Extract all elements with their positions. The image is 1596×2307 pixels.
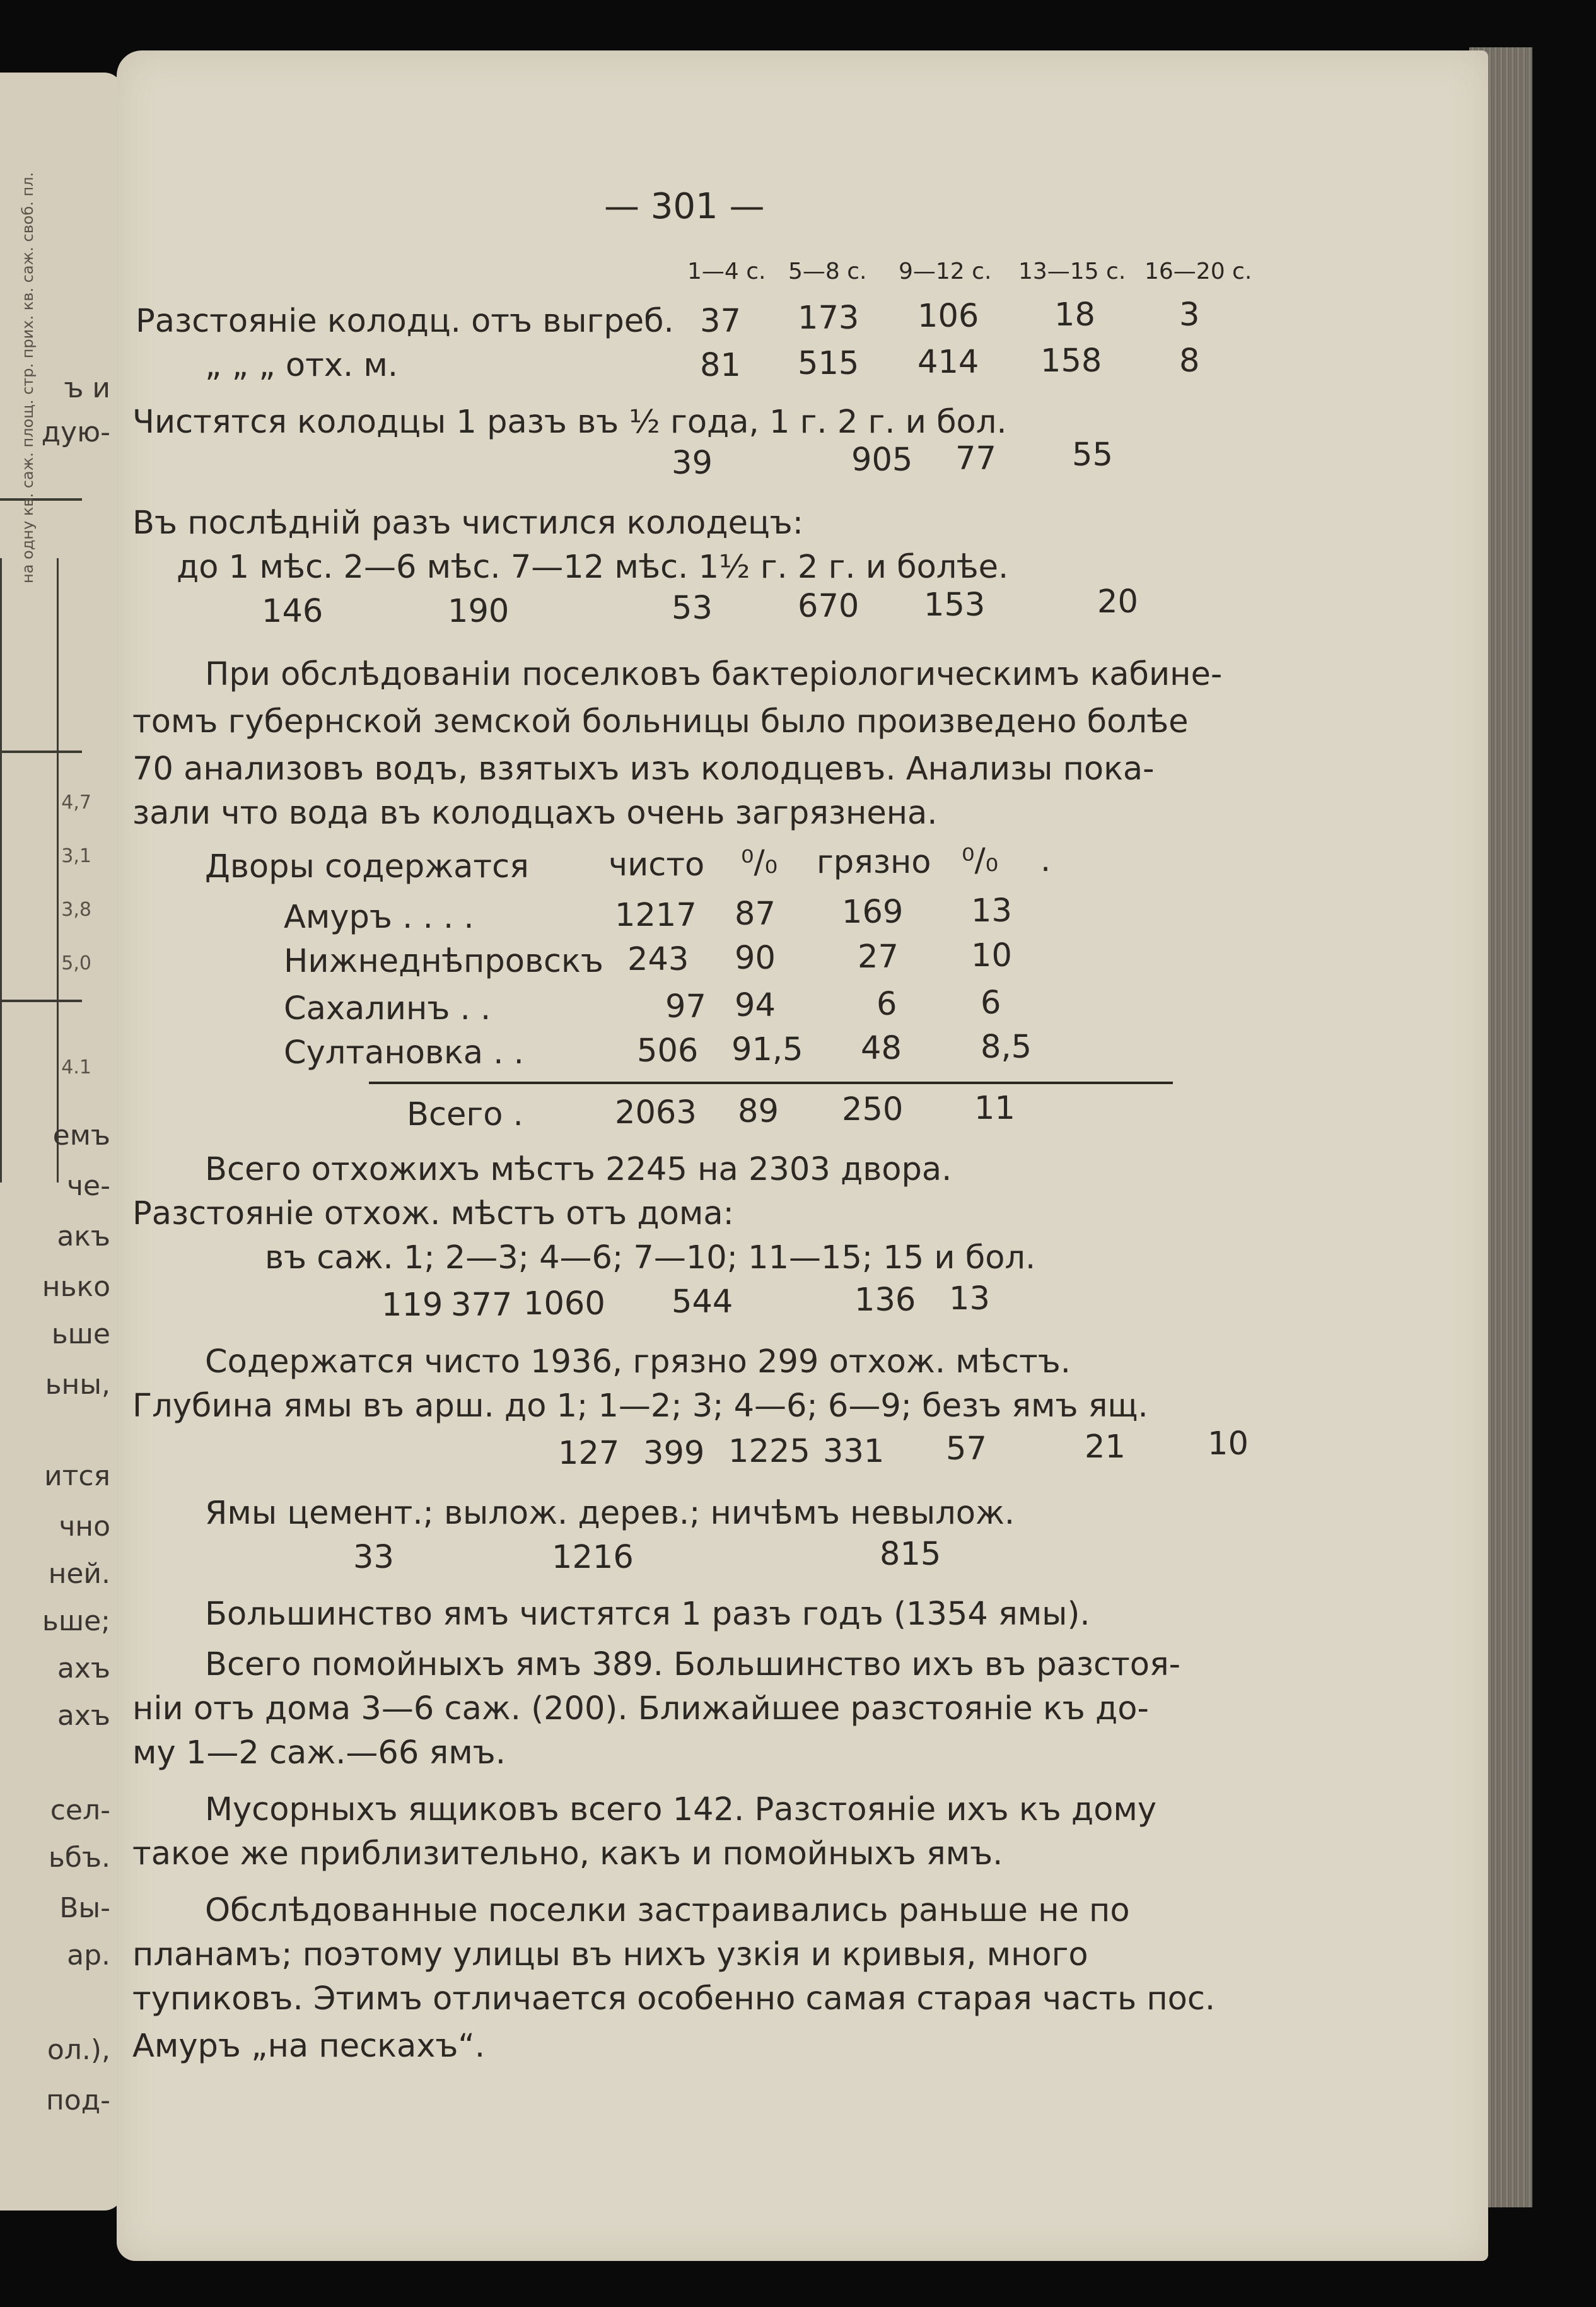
value: 13 [949, 1280, 990, 1317]
left-number: 5,0 [61, 952, 91, 974]
text-line: Всего отхожихъ мѣстъ 2245 на 2303 двора. [205, 1151, 952, 1188]
left-fragment: Вы- [59, 1892, 110, 1924]
row-label: Разстояніе колодц. отъ выгреб. [136, 303, 674, 340]
value: 815 [880, 1536, 941, 1573]
left-fragment: ьше; [42, 1605, 110, 1637]
left-fragment: под- [46, 2084, 110, 2117]
paragraph-line: При обслѣдованіи поселковъ бактеріологическимъ кабине- [205, 656, 1223, 693]
column-header: 5—8 с. [788, 259, 867, 284]
page-number: — 301 — [604, 186, 765, 227]
table-cell: 37 [700, 303, 741, 340]
text-line: до 1 мѣс. 2—6 мѣс. 7—12 мѣс. 1½ г. 2 г. и болѣе. [177, 549, 1009, 586]
paragraph-line: такое же приблизительно, какъ и помойныхъ ямъ. [132, 1835, 1003, 1872]
text-line: Разстояніе отхож. мѣстъ отъ дома: [132, 1195, 734, 1232]
yards-total-name: Всего . [407, 1096, 523, 1133]
value: 331 [823, 1433, 885, 1470]
left-fragment: чно [59, 1510, 110, 1543]
value: 53 [672, 590, 713, 627]
left-fragment: ится [44, 1460, 110, 1492]
column-header: 1—4 с. [687, 259, 766, 284]
yards-total-cell: 11 [974, 1090, 1015, 1127]
value: 119 [382, 1287, 443, 1324]
value: 77 [955, 440, 996, 477]
table-cell: 158 [1040, 342, 1102, 380]
paragraph-line: Всего помойныхъ ямъ 389. Большинство ихъ въ разстоя- [205, 1646, 1181, 1683]
left-table-rule [0, 751, 82, 753]
paragraph-line: 70 анализовъ водъ, взятыхъ изъ колодцевъ. Анализы пока- [132, 751, 1155, 788]
yards-row-name: Султановка . . [284, 1034, 524, 1072]
left-fragment: ъ и [64, 372, 110, 404]
text-line: Глубина ямы въ арш. до 1; 1—2; 3; 4—6; 6—9; безъ ямъ ящ. [132, 1387, 1148, 1425]
left-fragment: ьбъ. [48, 1842, 110, 1874]
left-fragment: ар. [67, 1939, 110, 1971]
text-line: Содержатся чисто 1936, грязно 299 отхож. мѣстъ. [205, 1343, 1071, 1381]
yards-cell: 13 [971, 892, 1012, 930]
paragraph-line: му 1—2 саж.—66 ямъ. [132, 1734, 506, 1772]
left-fragment: сел- [50, 1794, 110, 1826]
left-number: 3,1 [61, 845, 91, 867]
yards-cell: 97 [665, 988, 706, 1025]
table-cell: 173 [798, 300, 859, 337]
value: 1225 [728, 1433, 810, 1470]
yards-cell: 87 [735, 896, 776, 933]
text-line: Ямы цемент.; вылож. дерев.; ничѣмъ невылож. [205, 1495, 1015, 1532]
yards-cell: 8,5 [981, 1029, 1032, 1066]
left-fragment: ахъ [57, 1700, 110, 1732]
yards-row-name: Амуръ . . . . [284, 899, 474, 936]
value: 153 [924, 587, 986, 624]
text-line: Въ послѣдній разъ чистился колодецъ: [132, 505, 803, 542]
yards-header-percent: ⁰/₀ [741, 844, 778, 881]
left-number: 4,7 [61, 791, 91, 814]
value: 905 [851, 441, 913, 479]
table-cell: 414 [917, 344, 979, 381]
column-header: 16—20 с. [1145, 259, 1252, 284]
left-fragment: ней. [48, 1558, 110, 1590]
yards-header-label: Дворы содержатся [205, 848, 529, 885]
value: 20 [1097, 583, 1138, 621]
left-number: 4.1 [61, 1056, 91, 1078]
value: 146 [262, 593, 323, 630]
total-rule [369, 1082, 1173, 1084]
left-fragment: ахъ [57, 1652, 110, 1685]
text-line: Большинство ямъ чистятся 1 разъ годъ (1354 ямы). [205, 1596, 1090, 1633]
paragraph-line: планамъ; поэтому улицы въ нихъ узкія и кривыя, много [132, 1936, 1088, 1973]
yards-total-cell: 2063 [615, 1094, 697, 1131]
yards-cell: 6 [877, 986, 897, 1023]
table-cell: 18 [1054, 296, 1095, 334]
left-number: 3,8 [61, 899, 91, 921]
left-fragment: нько [42, 1271, 110, 1303]
left-table-rule [0, 498, 82, 501]
table-cell: 106 [917, 298, 979, 335]
paragraph-line: томъ губернской земской больницы было произведено болѣе [132, 703, 1189, 740]
yards-cell: 27 [858, 938, 899, 976]
yards-cell: 506 [637, 1032, 699, 1070]
yards-cell: 6 [981, 984, 1001, 1022]
value: 190 [448, 593, 510, 630]
left-fragment: ол.), [47, 2034, 110, 2066]
left-table-header: на одну кв. саж. площ. стр. прих. кв. саж. своб. пл. [19, 172, 37, 583]
table-cell: 8 [1179, 342, 1200, 380]
table-cell: 3 [1179, 296, 1200, 334]
yards-cell: 94 [735, 987, 776, 1024]
value: 21 [1085, 1428, 1126, 1466]
value: 39 [672, 445, 713, 482]
yards-row-name: Нижнеднѣпровскъ [284, 943, 603, 980]
left-table-border [0, 558, 2, 1183]
yards-total-cell: 89 [738, 1093, 779, 1130]
yards-header-dot: . [1040, 842, 1051, 879]
value: 127 [558, 1435, 620, 1472]
left-fragment: емъ [52, 1119, 110, 1152]
yards-header-clean: чисто [609, 846, 705, 884]
yards-header-percent: ⁰/₀ [962, 842, 999, 879]
value: 1216 [552, 1539, 634, 1576]
value: 55 [1072, 436, 1113, 474]
paragraph-line: зали что вода въ колодцахъ очень загрязнена. [132, 795, 938, 832]
value: 377 [451, 1287, 513, 1324]
row-label: „ „ „ отх. м. [205, 347, 399, 384]
yards-cell: 10 [971, 937, 1012, 974]
left-fragment: ьше [51, 1318, 110, 1350]
paragraph-line: Амуръ „на пескахъ“. [132, 2028, 486, 2065]
value: 544 [672, 1283, 733, 1321]
yards-total-cell: 250 [842, 1091, 904, 1128]
left-table-rule [0, 1000, 82, 1002]
left-fragment: дую- [41, 416, 110, 448]
text-line: въ саж. 1; 2—3; 4—6; 7—10; 11—15; 15 и бол. [265, 1239, 1036, 1276]
table-cell: 515 [798, 345, 859, 382]
yards-cell: 169 [842, 894, 904, 931]
value: 399 [643, 1435, 705, 1472]
left-fragment: че- [67, 1170, 110, 1202]
yards-cell: 1217 [615, 897, 697, 934]
yards-cell: 91,5 [731, 1031, 803, 1068]
value: 57 [946, 1430, 987, 1468]
paragraph-line: тупиковъ. Этимъ отличается особенно самая старая часть пос. [132, 1980, 1216, 2018]
yards-header-dirty: грязно [817, 844, 931, 881]
column-header: 9—12 с. [899, 259, 992, 284]
value: 1060 [523, 1285, 605, 1323]
paragraph-line: Мусорныхъ ящиковъ всего 142. Разстояніе ихъ къ дому [205, 1791, 1157, 1828]
value: 10 [1208, 1425, 1249, 1463]
book-page [117, 50, 1488, 2261]
table-cell: 81 [700, 347, 741, 384]
paragraph-line: Обслѣдованные поселки застраивались раньше не по [205, 1892, 1130, 1929]
value: 33 [353, 1539, 394, 1576]
yards-cell: 243 [627, 941, 689, 978]
paragraph-line: ніи отъ дома 3—6 саж. (200). Ближайшее разстояніе къ до- [132, 1690, 1149, 1727]
yards-cell: 90 [735, 940, 776, 977]
yards-cell: 48 [861, 1030, 902, 1067]
left-fragment: акъ [57, 1220, 110, 1253]
left-page [0, 73, 123, 2211]
column-header: 13—15 с. [1018, 259, 1126, 284]
value: 136 [854, 1282, 916, 1319]
left-table-border [57, 558, 59, 1183]
yards-row-name: Сахалинъ . . [284, 990, 491, 1027]
value: 670 [798, 588, 859, 625]
left-fragment: ьны, [45, 1369, 110, 1401]
text-line: Чистятся колодцы 1 разъ въ ½ года, 1 г. 2 г. и бол. [132, 404, 1007, 441]
